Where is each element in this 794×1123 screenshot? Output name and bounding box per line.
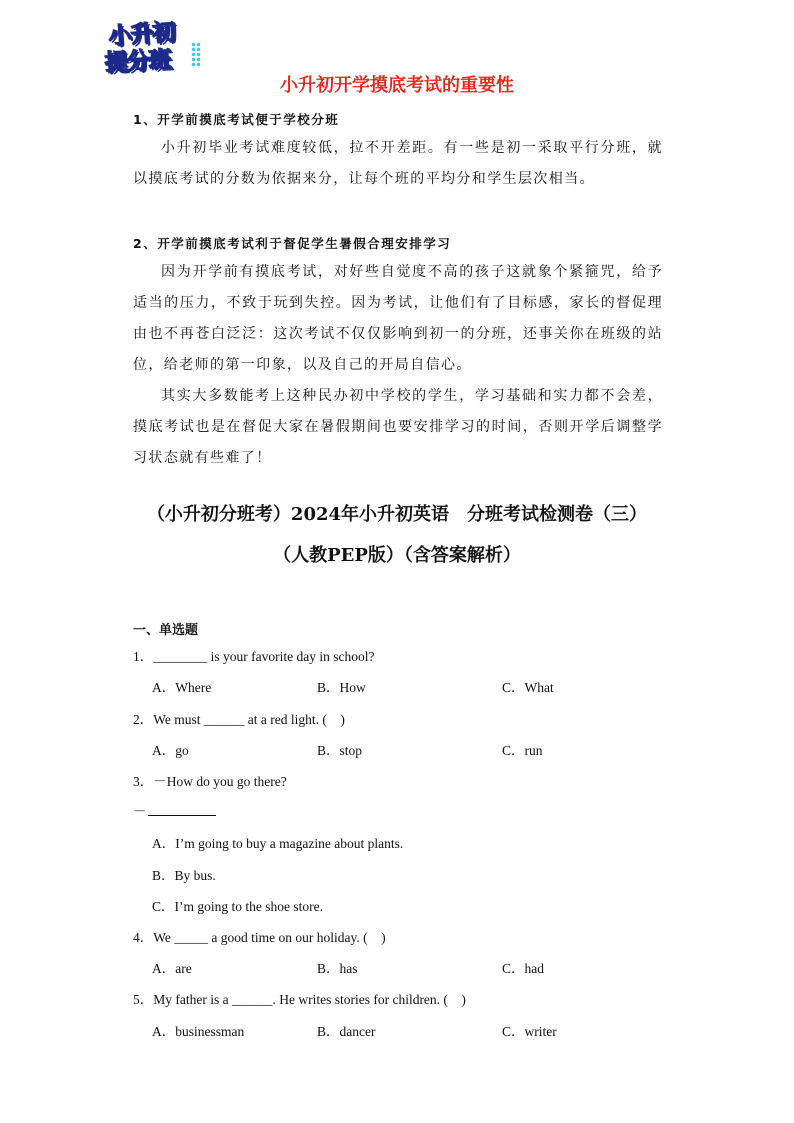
question-3-option-b[interactable]: B．By bus. xyxy=(152,868,216,883)
question-3-option-c[interactable]: C．I’m going to the shoe store. xyxy=(152,899,323,914)
logo-dots-decoration xyxy=(191,42,201,68)
logo-line2: 提分班 xyxy=(104,47,172,77)
question-1-option-b[interactable]: B．How xyxy=(317,680,366,695)
question-2-option-a[interactable]: A．go xyxy=(152,743,189,758)
question-3-answer-blank xyxy=(148,815,216,816)
question-5-option-c[interactable]: C．writer xyxy=(502,1024,557,1039)
logo-line1: 小升初 xyxy=(108,19,176,51)
question-2-option-c[interactable]: C．run xyxy=(502,743,543,758)
question-2-stem: 2．We must ______ at a red light. ( ) xyxy=(133,712,345,727)
page-title: 小升初开学摸底考试的重要性 xyxy=(280,75,514,96)
question-3-option-a[interactable]: A．I’m going to buy a magazine about plants. xyxy=(152,836,404,851)
question-5-option-b[interactable]: B．dancer xyxy=(317,1024,376,1039)
question-4-option-c[interactable]: C．had xyxy=(502,961,544,976)
section1-heading: 1、开学前摸底考试便于学校分班 xyxy=(133,112,340,127)
question-1-stem: 1．________ is your favorite day in school? xyxy=(133,649,375,664)
question-3-stem: 3．－How do you go there? xyxy=(133,774,287,789)
question-5-stem: 5．My father is a ______. He writes stories for children. ( ) xyxy=(133,992,466,1007)
question-2-option-b[interactable]: B．stop xyxy=(317,743,363,758)
question-4-stem: 4．We _____ a good time on our holiday. ( ) xyxy=(133,930,386,945)
question-4-option-b[interactable]: B．has xyxy=(317,961,358,976)
question-section-label: 一、单选题 xyxy=(133,623,199,638)
exam-title-line1: （小升初分班考）2024年小升初英语 分班考试检测卷（三） xyxy=(146,504,648,525)
question-1-option-a[interactable]: A．Where xyxy=(152,680,212,695)
question-1-option-c[interactable]: C．What xyxy=(502,680,554,695)
section2-heading: 2、开学前摸底考试利于督促学生暑假合理安排学习 xyxy=(133,236,452,251)
section2-paragraph2: 其实大多数能考上这种民办初中学校的学生，学习基础和实力都不会差，摸底考试也是在督促大家在暑假期间也要安排学习的时间，否则开学后调整学习状态就有些难了！ xyxy=(133,388,663,466)
exam-title-line2: （人教PEP版）（含答案解析） xyxy=(273,545,521,566)
question-4-option-a[interactable]: A．are xyxy=(152,961,192,976)
section1-paragraph: 小升初毕业考试难度较低，拉不开差距。有一些是初一采取平行分班，就以摸底考试的分数为依据来分，让每个班的平均分和学生层次相当。 xyxy=(133,140,663,187)
question-3-answer-prefix: － xyxy=(133,804,147,819)
section2-paragraph1: 因为开学前有摸底考试，对好些自觉度不高的孩子这就象个紧箍咒，给予适当的压力，不致于玩到失控。因为考试，让他们有了目标感，家长的督促理由也不再苍白泛泛：这次考试不仅仅影响到初一的分班，还事关你在班级的站位，给老师的第一印象，以及自己的开局自信心。 xyxy=(133,264,663,373)
question-5-option-a[interactable]: A．businessman xyxy=(152,1024,245,1039)
